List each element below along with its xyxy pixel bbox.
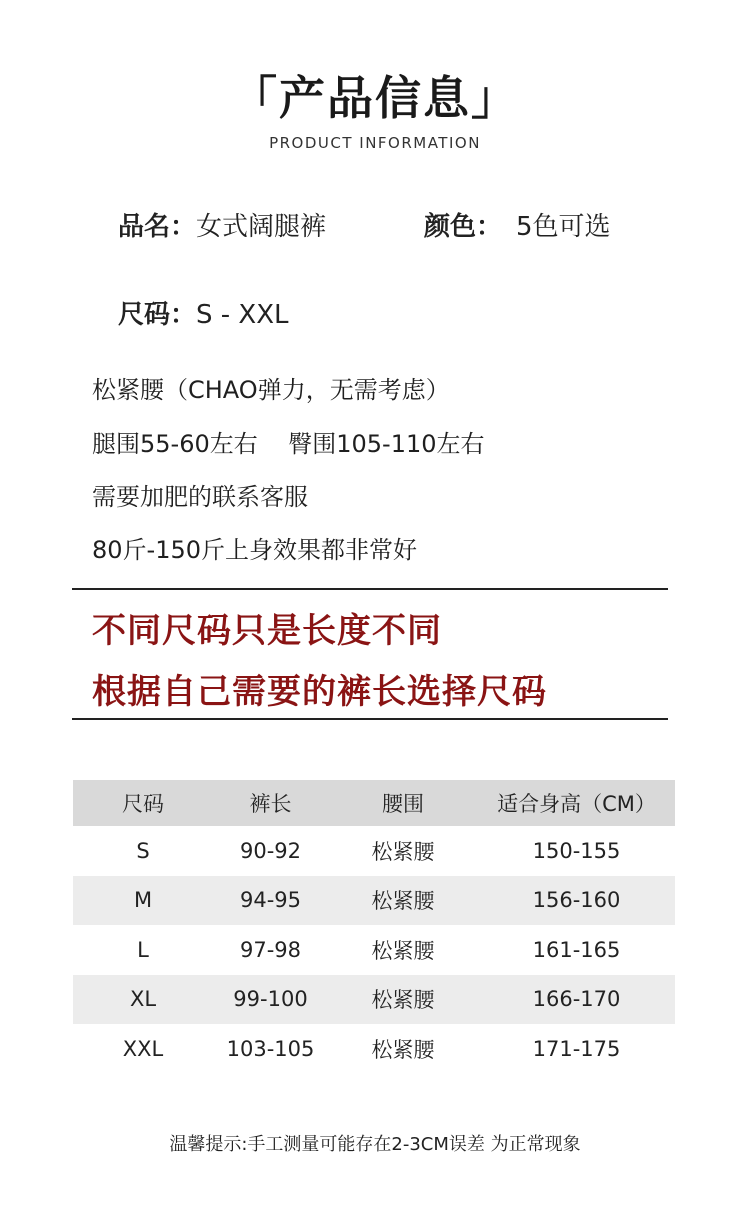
table-cell: 150-155 — [532, 838, 621, 863]
table-header-row — [73, 780, 675, 826]
product-color-value: 5色可选 — [516, 212, 611, 242]
table-cell: 161-165 — [532, 937, 621, 962]
page-subtitle: PRODUCT INFORMATION — [269, 134, 481, 152]
highlight-line: 根据自己需要的裤长选择尺码 — [92, 672, 547, 712]
feature-line: 松紧腰（CHAO弹力，无需考虑） — [92, 376, 450, 404]
feature-line: 80斤-150斤上身效果都非常好 — [92, 536, 418, 564]
table-cell: 94-95 — [213, 876, 328, 926]
table-cell: S — [136, 838, 150, 863]
table-header-cell: 尺码 — [73, 780, 213, 826]
table-cell: 松紧腰 — [328, 876, 478, 926]
table-cell: 166-170 — [478, 975, 675, 1025]
measurement-note: 温馨提示:手工测量可能存在2-3CM误差 为正常现象 — [169, 1134, 581, 1155]
table-cell: 松紧腰 — [371, 1037, 435, 1062]
table-cell: 松紧腰 — [371, 839, 435, 864]
table-cell: 松紧腰 — [328, 975, 478, 1025]
product-size-value: S - XXL — [196, 300, 289, 330]
product-color-label: 颜色： — [424, 212, 503, 242]
table-cell: 99-100 — [213, 975, 328, 1025]
product-color-row — [424, 206, 611, 243]
table-cell: L — [137, 937, 149, 962]
table-row — [73, 826, 675, 876]
table-cell: M — [73, 876, 213, 926]
table-cell: 171-175 — [532, 1036, 621, 1061]
feature-line: 需要加肥的联系客服 — [92, 483, 308, 511]
product-size-row — [118, 294, 289, 331]
product-name-value: 女式阔腿裤 — [196, 212, 327, 242]
table-cell: XXL — [122, 1036, 164, 1061]
product-size-label: 尺码： — [118, 300, 197, 330]
feature-line: 腿围55-60左右 臀围105-110左右 — [92, 430, 485, 458]
table-cell: 松紧腰 — [371, 938, 435, 963]
table-header-cell: 适合身高（CM） — [478, 780, 675, 826]
table-cell: XL — [73, 975, 213, 1025]
table-cell: 156-160 — [478, 876, 675, 926]
divider-top — [72, 588, 668, 590]
product-name-row — [118, 206, 326, 243]
table-header-cell: 裤长 — [213, 780, 328, 826]
table-row — [73, 1024, 675, 1074]
page-title: 「产品信息」 — [231, 71, 519, 125]
table-cell: 103-105 — [226, 1036, 315, 1061]
size-table — [73, 780, 675, 1074]
table-row — [73, 925, 675, 975]
table-cell: 90-92 — [239, 838, 302, 863]
table-row — [73, 975, 675, 1025]
divider-bottom — [72, 718, 668, 720]
highlight-line: 不同尺码只是长度不同 — [92, 611, 442, 651]
product-name-label: 品名： — [118, 212, 197, 242]
table-header-cell: 腰围 — [328, 780, 478, 826]
table-cell: 97-98 — [239, 937, 302, 962]
table-row — [73, 876, 675, 926]
